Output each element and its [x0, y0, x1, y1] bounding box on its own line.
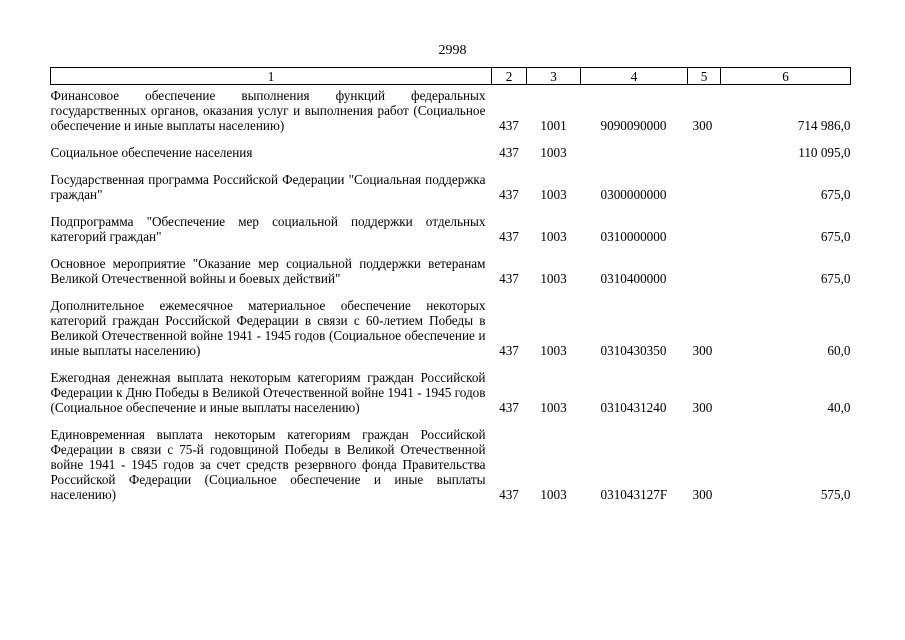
table-row — [51, 85, 851, 140]
table-row — [51, 292, 851, 364]
row-amount: 675,0 — [820, 271, 851, 286]
column-header-2: 2 — [492, 68, 527, 85]
row-expense-type — [688, 166, 721, 208]
row-section-code: 1003 — [540, 187, 567, 202]
row-ministry-code: 437 — [499, 487, 519, 502]
row-amount: 675,0 — [820, 229, 851, 244]
row-description: Социальное обеспечение населения — [50, 145, 253, 160]
row-section-code: 1003 — [540, 229, 567, 244]
table-row — [51, 139, 851, 166]
budget-table — [50, 67, 851, 508]
row-expense-type — [688, 250, 721, 292]
row-ministry-code: 437 — [499, 118, 519, 133]
row-amount: 60,0 — [827, 343, 851, 358]
row-expense-type — [688, 208, 721, 250]
column-header-1: 1 — [51, 68, 492, 85]
row-expense-type — [688, 139, 721, 166]
row-section-code: 1003 — [540, 145, 567, 160]
row-target-code: 0310000000 — [600, 229, 667, 244]
row-ministry-code: 437 — [499, 400, 519, 415]
row-description: Единовременная выплата некоторым категориям граждан Российской Федерации в связи с 75-й годовщиной Победы в Великой Отечественной войне 1941 - 1945 годов за счет средств резервного фонда Правительства Российской Федерации (Социальное обеспечение и иные выплаты населению) — [50, 427, 486, 502]
row-target-code: 0310430350 — [600, 343, 667, 358]
row-target-code: 0300000000 — [600, 187, 667, 202]
header-row — [51, 68, 851, 85]
table-row — [51, 421, 851, 508]
row-target-code — [581, 139, 688, 166]
table-row — [51, 250, 851, 292]
column-header-6: 6 — [721, 68, 851, 85]
row-expense-type: 300 — [692, 487, 713, 502]
row-amount: 714 986,0 — [797, 118, 851, 133]
table-row — [51, 166, 851, 208]
row-target-code: 031043127F — [600, 487, 668, 502]
row-section-code: 1003 — [540, 400, 567, 415]
row-ministry-code: 437 — [499, 271, 519, 286]
row-description: Государственная программа Российской Федерации "Социальная поддержка граждан" — [50, 172, 486, 202]
row-target-code: 0310431240 — [600, 400, 667, 415]
row-description: Ежегодная денежная выплата некоторым категориям граждан Российской Федерации к Дню Победы в Великой Отечественной войне 1941 - 1945 годов (Социальное обеспечение и иные выплаты населению) — [50, 370, 486, 415]
row-description: Подпрограмма "Обеспечение мер социальной поддержки отдельных категорий граждан" — [50, 214, 486, 244]
row-amount: 675,0 — [820, 187, 851, 202]
row-description: Дополнительное ежемесячное материальное обеспечение некоторых категорий граждан Российской Федерации в связи с 60-летием Победы в Великой Отечественной войне 1941 - 1945 годов (Социальное обеспечение и иные выплаты населению) — [50, 298, 486, 358]
row-section-code: 1003 — [540, 271, 567, 286]
table-body — [51, 85, 851, 509]
row-expense-type: 300 — [692, 343, 713, 358]
page-number: 2998 — [438, 43, 467, 58]
table-header — [51, 68, 851, 85]
row-ministry-code: 437 — [499, 145, 519, 160]
row-description: Основное мероприятие "Оказание мер социальной поддержки ветеранам Великой Отечественной войны и боевых действий" — [50, 256, 486, 286]
column-header-3: 3 — [527, 68, 581, 85]
column-header-5: 5 — [688, 68, 721, 85]
row-amount: 110 095,0 — [798, 145, 851, 160]
row-section-code: 1003 — [540, 487, 567, 502]
column-header-4: 4 — [581, 68, 688, 85]
row-expense-type: 300 — [692, 118, 713, 133]
row-target-code: 0310400000 — [600, 271, 667, 286]
row-target-code: 9090090000 — [600, 118, 667, 133]
table-row — [51, 364, 851, 421]
row-section-code: 1003 — [540, 343, 567, 358]
row-description: Финансовое обеспечение выполнения функций федеральных государственных органов, оказания услуг и выполнения работ (Социальное обеспечение и иные выплаты населению) — [50, 88, 486, 133]
row-amount: 40,0 — [827, 400, 851, 415]
row-ministry-code: 437 — [499, 229, 519, 244]
row-expense-type: 300 — [692, 400, 713, 415]
row-ministry-code: 437 — [499, 187, 519, 202]
row-section-code: 1001 — [540, 118, 567, 133]
row-ministry-code: 437 — [499, 343, 519, 358]
table-row — [51, 208, 851, 250]
row-amount: 575,0 — [820, 487, 851, 502]
